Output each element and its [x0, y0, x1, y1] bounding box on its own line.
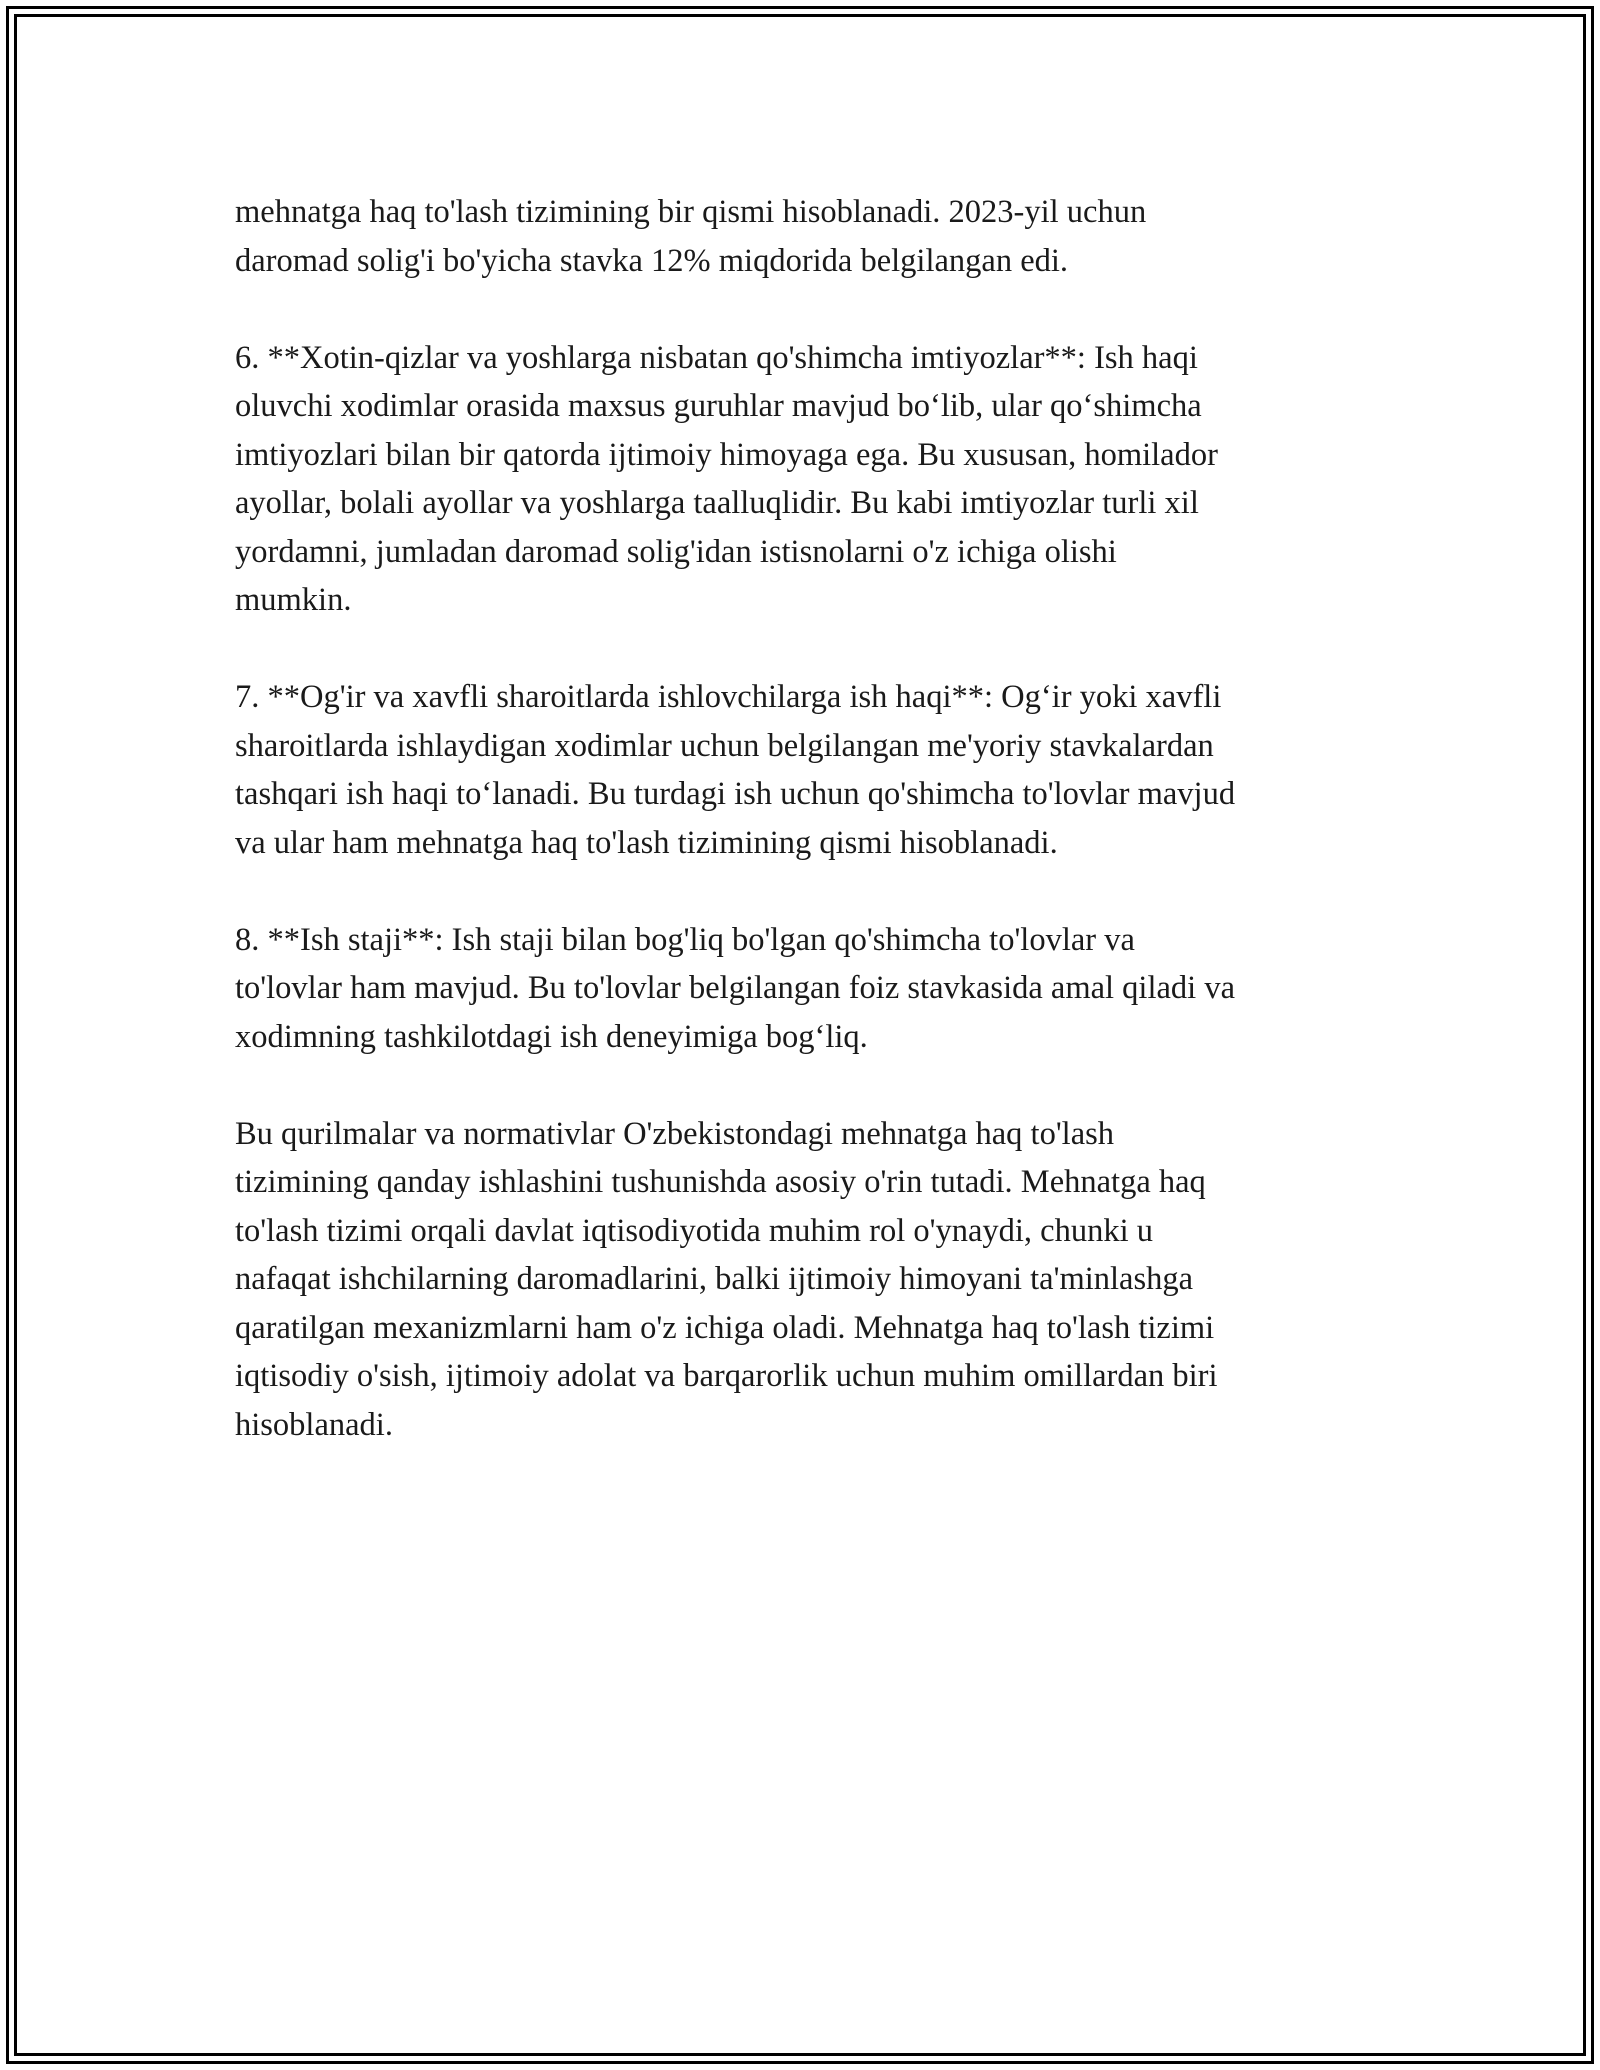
text-line: to'lovlar ham mavjud. Bu to'lovlar belgilangan foiz stavkasida amal qiladi va	[235, 970, 1235, 1006]
text-line: mumkin.	[235, 582, 352, 618]
text-line: hisoblanadi.	[235, 1406, 393, 1443]
text-line: tizimining qanday ishlashini tushunishda asosiy o'rin tutadi. Mehnatga haq	[235, 1164, 1206, 1200]
text-line: iqtisodiy o'sish, ijtimoiy adolat va barqarorlik uchun muhim omillardan biri	[235, 1358, 1218, 1394]
text-line: sharoitlarda ishlaydigan xodimlar uchun belgilangan me'yoriy stavkalardan	[235, 727, 1214, 764]
text-line: oluvchi xodimlar orasida maxsus guruhlar mavjud bo‘lib, ular qo‘shimcha	[235, 388, 1202, 424]
text-line: daromad solig'i bo'yicha stavka 12% miqdorida belgilangan edi.	[235, 242, 1069, 279]
paragraph-conclusion	[235, 1110, 1375, 1450]
text-line: to'lash tizimi orqali davlat iqtisodiyotida muhim rol o'ynaydi, chunki u	[235, 1212, 1153, 1249]
text-line: nafaqat ishchilarning daromadlarini, balki ijtimoiy himoyani ta'minlashga	[235, 1261, 1194, 1297]
text-line: Bu qurilmalar va normativlar O'zbekistondagi mehnatga haq to'lash	[235, 1115, 1115, 1152]
text-line: yordamni, jumladan daromad solig'idan istisnolarni o'z ichiga olishi	[235, 533, 1117, 570]
text-line: ayollar, bolali ayollar va yoshlarga taalluqlidir. Bu kabi imtiyozlar turli xil	[235, 485, 1199, 521]
paragraph-intro-continuation	[235, 188, 1375, 285]
text-line: 7. **Og'ir va xavfli sharoitlarda ishlovchilarga ish haqi**: Og‘ir yoki xavfli	[235, 679, 1222, 715]
paragraph-item-6	[235, 334, 1375, 625]
text-line: tashqari ish haqi to‘lanadi. Bu turdagi ish uchun qo'shimcha to'lovlar mavjud	[235, 776, 1236, 812]
text-line: imtiyozlari bilan bir qatorda ijtimoiy himoyaga ega. Bu xususan, homilador	[235, 436, 1218, 473]
text-line: 8. **Ish staji**: Ish staji bilan bog'liq bo'lgan qo'shimcha to'lovlar va	[235, 921, 1135, 958]
text-line: va ular ham mehnatga haq to'lash tizimining qismi hisoblanadi.	[235, 824, 1058, 861]
text-line: xodimning tashkilotdagi ish deneyimiga bog‘liq.	[235, 1018, 868, 1055]
text-line: mehnatga haq to'lash tizimining bir qismi hisoblanadi. 2023-yil uchun	[235, 194, 1147, 230]
paragraph-item-7	[235, 673, 1375, 867]
text-line: qaratilgan mexanizmlarni ham o'z ichiga oladi. Mehnatga haq to'lash tizimi	[235, 1309, 1215, 1346]
document-body	[235, 188, 1375, 1498]
paragraph-item-8	[235, 916, 1375, 1062]
text-line: 6. **Xotin-qizlar va yoshlarga nisbatan qo'shimcha imtiyozlar**: Ish haqi	[235, 339, 1198, 376]
